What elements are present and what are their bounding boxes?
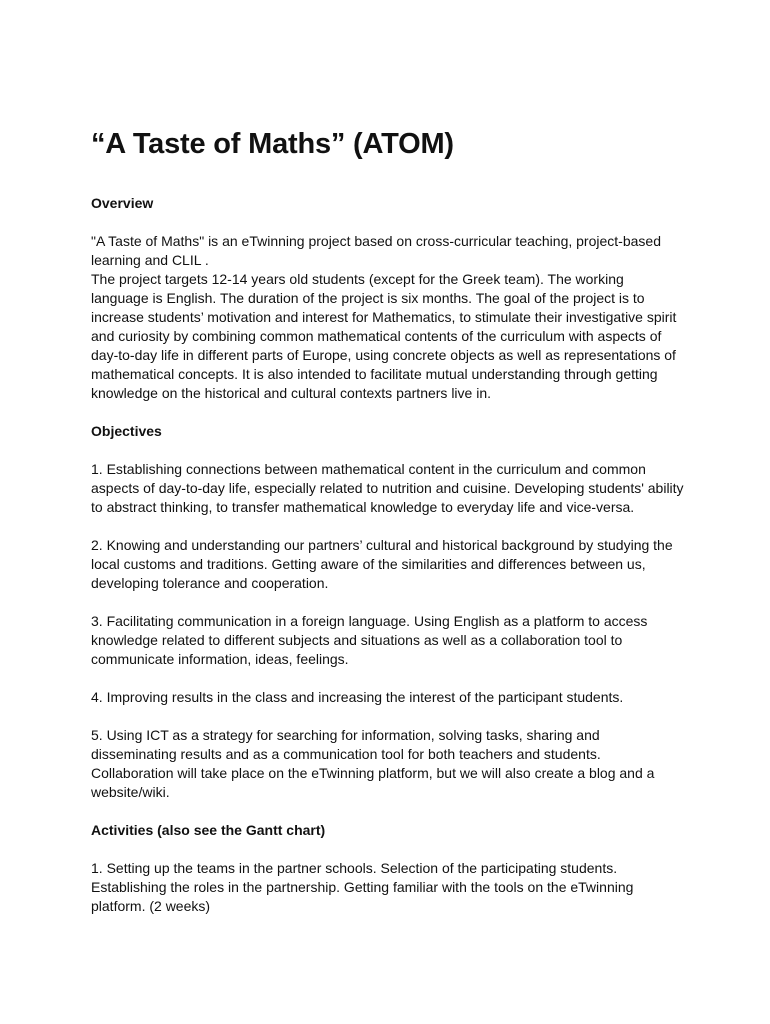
overview-heading: Overview	[91, 195, 154, 211]
objectives-heading: Objectives	[91, 423, 162, 439]
objective-item-4: 4. Improving results in the class and increasing the interest of the participant students.	[91, 689, 624, 705]
objective-item-5: 5. Using ICT as a strategy for searching for information, solving tasks, sharing and disseminating results and as a communication tool for both teachers and students. Collaboration will take place on the eTwinning platform, but we will also create a blog and a website/wiki.	[91, 727, 655, 800]
objective-item-1: 1. Establishing connections between mathematical content in the curriculum and common aspects of day-to-day life, especially related to nutrition and cuisine. Developing students' ability to abstract thinking, to transfer mathematical knowledge to everyday life and vice-versa.	[91, 461, 684, 515]
overview-paragraph-2: The project targets 12-14 years old students (except for the Greek team). The working language is English. The duration of the project is six months. The goal of the project is to increase students’ motivation and interest for Mathematics, to stimulate their investigative spirit and curiosity by combining common mathematical contents of the curriculum with aspects of day-to-day life in different parts of Europe, using concrete objects as well as representations of mathematical concepts. It is also intended to facilitate mutual understanding through getting knowledge on the historical and cultural contexts partners live in.	[91, 271, 677, 401]
objective-item-3: 3. Facilitating communication in a foreign language. Using English as a platform to access knowledge related to different subjects and situations as well as a collaboration tool to communicate information, ideas, feelings.	[91, 613, 648, 667]
overview-paragraph-1: "A Taste of Maths" is an eTwinning project based on cross-curricular teaching, project-based learning and CLIL .	[91, 233, 661, 268]
document-title: “A Taste of Maths” (ATOM)	[91, 128, 454, 160]
activity-item-1: 1. Setting up the teams in the partner schools. Selection of the participating students. Establishing the roles in the partnership. Getting familiar with the tools on the eTwinning platform. (2 weeks)	[91, 860, 634, 914]
activities-heading: Activities (also see the Gantt chart)	[91, 822, 326, 838]
objective-item-2: 2. Knowing and understanding our partners’ cultural and historical background by studying the local customs and traditions. Getting aware of the similarities and differences between us, developing tolerance and cooperation.	[91, 537, 673, 591]
document-page	[91, 124, 691, 916]
